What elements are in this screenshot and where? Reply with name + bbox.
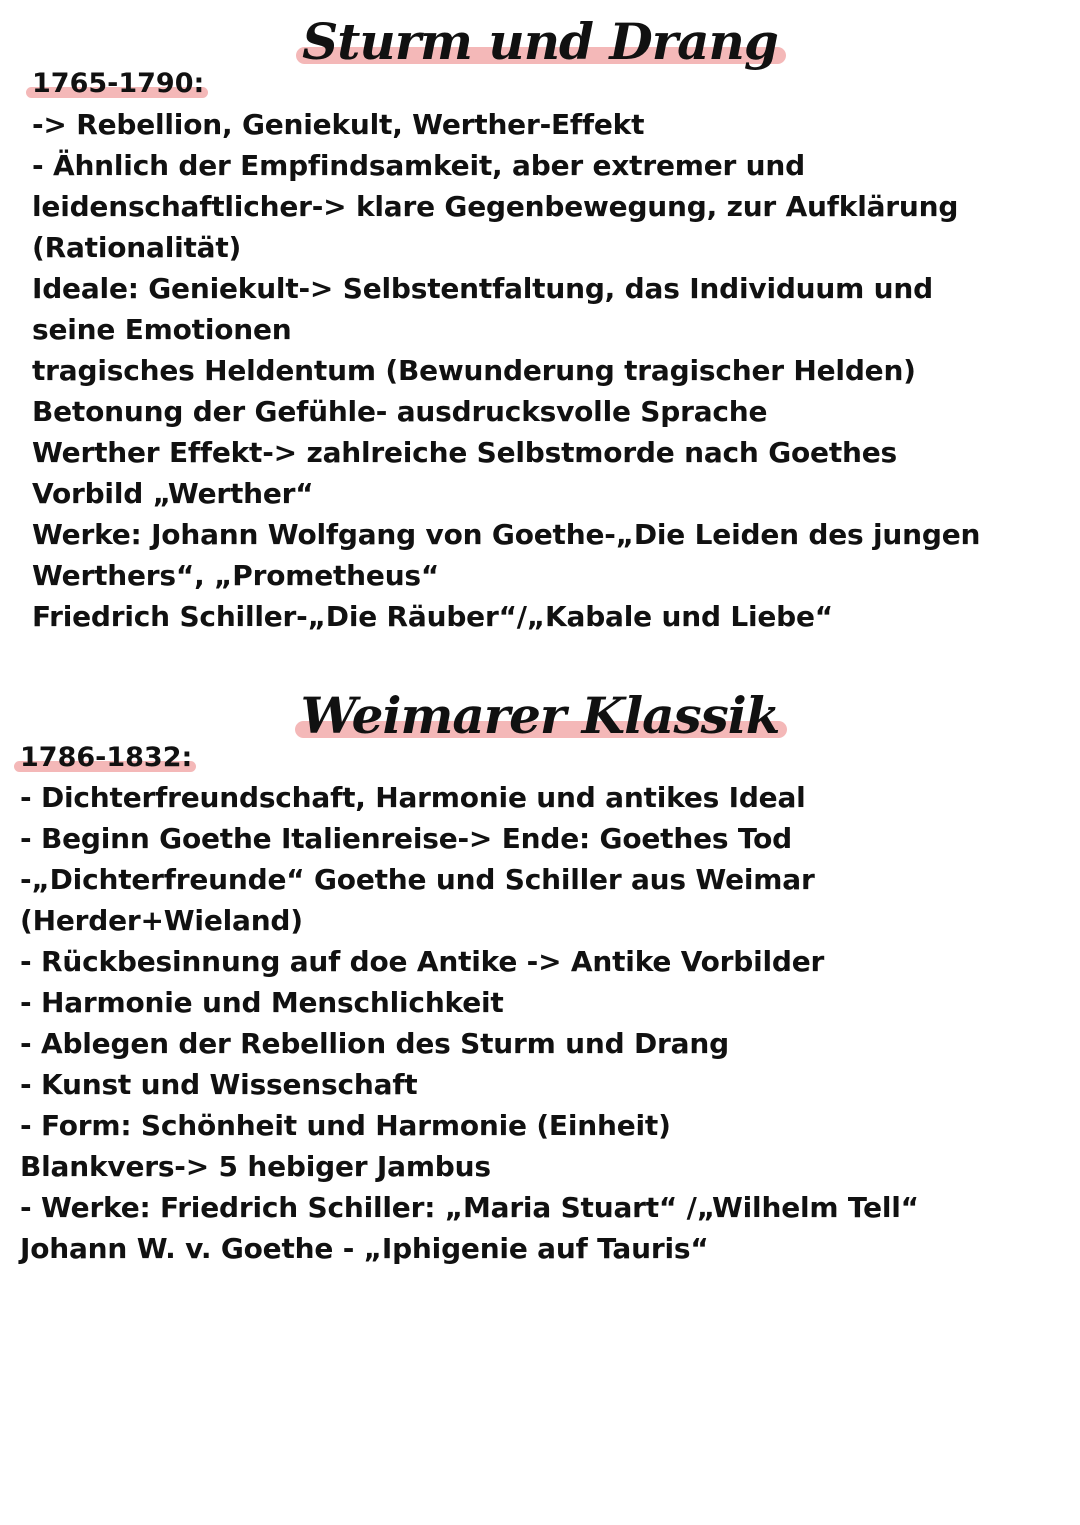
section-heading bbox=[301, 686, 780, 746]
text-line: - Ablegen der Rebellion des Sturm und Drang bbox=[20, 1027, 729, 1060]
text-line: Friedrich Schiller-„Die Räuber“/„Kabale und Liebe“ bbox=[32, 600, 834, 633]
text-line: - Form: Schönheit und Harmonie (Einheit) bbox=[20, 1109, 671, 1142]
section-heading-weimarer-klassik-wrap bbox=[0, 686, 1080, 746]
text-line: Ideale: Geniekult-> Selbstentfaltung, das Individuum und bbox=[32, 272, 933, 305]
text-line: - Kunst und Wissenschaft bbox=[20, 1068, 418, 1101]
heading-text: Sturm und Drang bbox=[302, 12, 778, 71]
section-heading bbox=[302, 12, 778, 72]
text-line: - Werke: Friedrich Schiller: „Maria Stuart“ /„Wilhelm Tell“ bbox=[20, 1191, 919, 1224]
text-line: Werthers“, „Prometheus“ bbox=[32, 559, 440, 592]
section-body-sturm-und-drang bbox=[32, 104, 980, 637]
text-line: Blankvers-> 5 hebiger Jambus bbox=[20, 1150, 491, 1183]
text-line: Betonung der Gefühle- ausdrucksvolle Sprache bbox=[32, 395, 768, 428]
text-line: Johann W. v. Goethe - „Iphigenie auf Tauris“ bbox=[20, 1232, 709, 1265]
text-line: leidenschaftlicher-> klare Gegenbewegung, zur Aufklärung bbox=[32, 190, 959, 223]
period-label bbox=[20, 740, 192, 776]
text-line: tragisches Heldentum (Bewunderung tragischer Helden) bbox=[32, 354, 916, 387]
period-text: 1765-1790: bbox=[32, 68, 205, 99]
text-line: - Ähnlich der Empfindsamkeit, aber extremer und bbox=[32, 149, 805, 182]
text-line: - Beginn Goethe Italienreise-> Ende: Goethes Tod bbox=[20, 822, 792, 855]
text-line: Werke: Johann Wolfgang von Goethe-„Die Leiden des jungen bbox=[32, 518, 981, 551]
text-line: Vorbild „Werther“ bbox=[32, 477, 314, 510]
text-line: seine Emotionen bbox=[32, 313, 292, 346]
text-line: -„Dichterfreunde“ Goethe und Schiller aus Weimar bbox=[20, 863, 815, 896]
text-line: -> Rebellion, Geniekult, Werther-Effekt bbox=[32, 108, 645, 141]
section-body-weimarer-klassik bbox=[20, 777, 919, 1269]
period-text: 1786-1832: bbox=[20, 742, 193, 773]
heading-text: Weimarer Klassik bbox=[300, 686, 780, 745]
text-line: Werther Effekt-> zahlreiche Selbstmorde nach Goethes bbox=[32, 436, 897, 469]
text-line: - Rückbesinnung auf doe Antike -> Antike Vorbilder bbox=[20, 945, 825, 978]
text-line: - Dichterfreundschaft, Harmonie und antikes Ideal bbox=[20, 781, 806, 814]
section-heading-sturm-und-drang-wrap bbox=[0, 12, 1080, 72]
text-line: (Herder+Wieland) bbox=[20, 904, 303, 937]
period-label bbox=[32, 66, 204, 102]
text-line: (Rationalität) bbox=[32, 231, 242, 264]
text-line: - Harmonie und Menschlichkeit bbox=[20, 986, 504, 1019]
